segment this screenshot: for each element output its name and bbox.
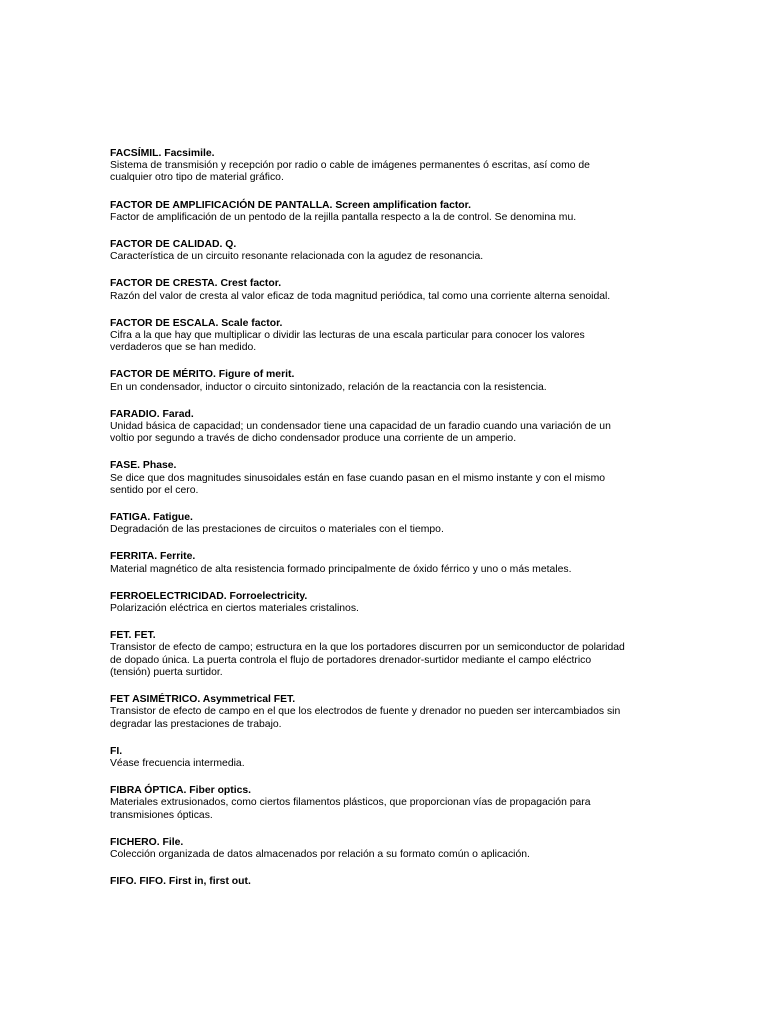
entry-definition: Se dice que dos magnitudes sinusoidales están en fase cuando pasan en el mismo instante y con el mismo sentido por el cero. (110, 472, 606, 496)
entry-definition: Característica de un circuito resonante relacionada con la agudez de resonancia. (110, 251, 484, 263)
entry-definition: Razón del valor de cresta al valor eficaz de toda magnitud periódica, tal como una corriente alterna senoidal. (110, 290, 611, 302)
glossary-entry (110, 785, 630, 822)
entry-term: FICHERO. File. (110, 836, 184, 848)
entry-term: FACTOR DE CRESTA. Crest factor. (110, 278, 282, 290)
entry-definition: Sistema de transmisión y recepción por radio o cable de imágenes permanentes ó escritas, así como de cualquier otro tipo de material gráfico. (110, 160, 590, 184)
glossary-entry (110, 369, 630, 393)
glossary-entry (110, 591, 630, 615)
document-page (110, 148, 630, 903)
entry-term: FET. FET. (110, 630, 156, 642)
glossary-entry (110, 694, 630, 731)
entry-definition: Transistor de efecto de campo en el que los electrodos de fuente y drenador no pueden ser intercambiados sin degradar las prestaciones de trabajo. (110, 706, 621, 730)
entry-term: FACTOR DE MÉRITO. Figure of merit. (110, 369, 295, 381)
glossary-entry (110, 512, 630, 536)
entry-term: FACTOR DE AMPLIFICACIÓN DE PANTALLA. Screen amplification factor. (110, 199, 472, 211)
glossary-entry (110, 460, 630, 497)
glossary-entry (110, 278, 630, 302)
glossary-entry (110, 746, 630, 770)
entry-definition: Véase frecuencia intermedia. (110, 757, 245, 769)
entry-term: FACTOR DE CALIDAD. Q. (110, 239, 237, 251)
glossary-entry (110, 200, 630, 224)
entry-definition: Polarización eléctrica en ciertos materiales cristalinos. (110, 603, 359, 615)
entry-term: FATIGA. Fatigue. (110, 512, 193, 524)
entry-definition: Materiales extrusionados, como ciertos filamentos plásticos, que proporcionan vías de propagación para transmisiones ópticas. (110, 797, 591, 821)
entry-definition: Degradación de las prestaciones de circuitos o materiales con el tiempo. (110, 524, 444, 536)
entry-definition: Cifra a la que hay que multiplicar o dividir las lecturas de una escala particular para conocer los valores verdaderos que se han medido. (110, 330, 585, 354)
glossary-entry (110, 318, 630, 355)
entry-term: FASE. Phase. (110, 460, 177, 472)
entry-term: FACSÍMIL. Facsimile. (110, 148, 215, 159)
glossary-entry (110, 551, 630, 575)
entry-definition: Colección organizada de datos almacenados por relación a su formato común o aplicación. (110, 848, 530, 860)
entry-term: FERROELECTRICIDAD. Forroelectricity. (110, 590, 308, 602)
glossary-entry (110, 630, 630, 679)
entry-definition: En un condensador, inductor o circuito sintonizado, relación de la reactancia con la resistencia. (110, 381, 547, 393)
entry-definition: Material magnético de alta resistencia formado principalmente de óxido férrico y uno o más metales. (110, 563, 572, 575)
entry-term: FIBRA ÓPTICA. Fiber optics. (110, 785, 252, 797)
entry-term: FI. (110, 745, 123, 757)
glossary-entry (110, 876, 630, 888)
glossary-entry (110, 837, 630, 861)
entry-term: FACTOR DE ESCALA. Scale factor. (110, 317, 283, 329)
glossary-entry (110, 148, 630, 185)
entry-term: FIFO. FIFO. First in, first out. (110, 876, 251, 888)
entry-term: FET ASIMÉTRICO. Asymmetrical FET. (110, 694, 296, 706)
glossary-entry (110, 409, 630, 446)
entry-definition: Transistor de efecto de campo; estructura en la que los portadores discurren por un semiconductor de polaridad de dopado única. La puerta controla el flujo de portadores drenador-surtidor mediante el campo eléctrico (tensión) puerta surtidor. (110, 642, 625, 678)
entry-term: FERRITA. Ferrite. (110, 551, 196, 563)
glossary-entry (110, 239, 630, 263)
entry-definition: Unidad básica de capacidad; un condensador tiene una capacidad de un faradio cuando una variación de un voltio por segundo a través de dicho condensador produce una corriente de un amperio. (110, 421, 611, 445)
entry-term: FARADIO. Farad. (110, 408, 194, 420)
entry-definition: Factor de amplificación de un pentodo de la rejilla pantalla respecto a la de control. Se denomina mu. (110, 211, 577, 223)
